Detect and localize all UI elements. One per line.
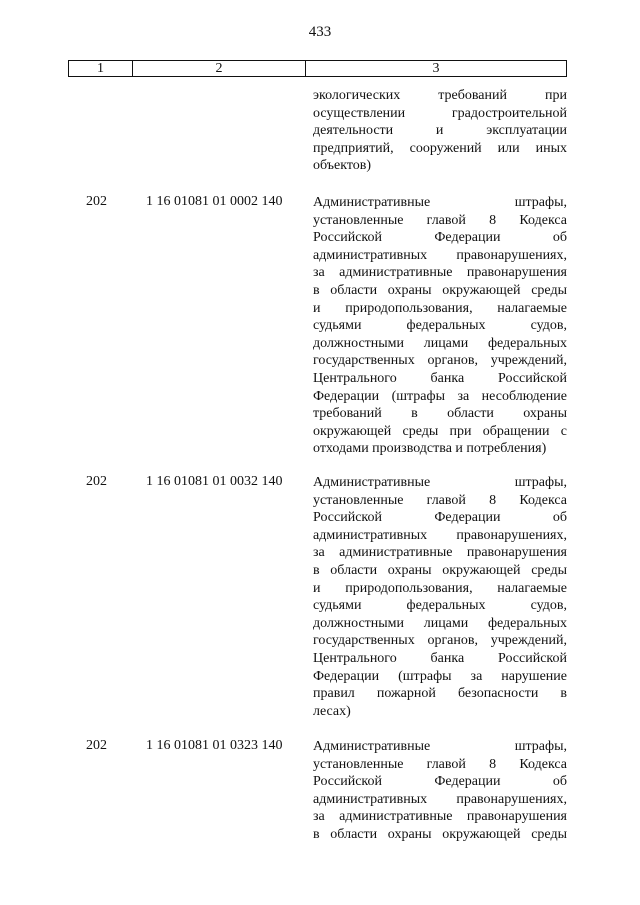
column-header-2: 2 [133,61,306,77]
text-line: правил пожарной безопасности в [313,686,567,702]
text-line: окружающей среды при обращении с [313,423,567,439]
text-line: должностными лицами федеральных [313,615,567,631]
text-line: судьями федеральных судов, [313,598,567,614]
text-line: установленные главой 8 Кодекса [313,756,567,772]
text-line: государственных органов, учреждений, [313,353,567,369]
text-line: объектов) [313,158,372,174]
text-line: за административные правонарушения [313,265,567,281]
text-line: административных правонарушениях, [313,527,567,543]
income-description [313,738,567,844]
text-line: Российской Федерации об [313,774,567,790]
text-line: осуществлении градостроительной [313,105,567,121]
text-line: государственных органов, учреждений, [313,633,567,649]
text-line: административных правонарушениях, [313,791,567,807]
text-line: установленные главой 8 Кодекса [313,492,567,508]
text-line: административных правонарушениях, [313,247,567,263]
text-line: и природопользования, налагаемые [313,300,567,316]
admin-code: 202 [86,738,107,753]
text-line: экологических требований при [313,88,567,103]
text-line: и природопользования, налагаемые [313,580,567,596]
text-line: судьями федеральных судов, [313,318,567,334]
text-line: Административные штрафы, [313,195,567,210]
text-line: должностными лицами федеральных [313,335,567,351]
text-line: Российской Федерации об [313,230,567,246]
admin-code: 202 [86,194,107,209]
text-line: Федерации (штрафы за нарушение [313,668,567,684]
text-line: требований в области охраны [313,406,567,422]
continuation-text [313,87,567,175]
kbk-code: 1 16 01081 01 0032 140 [146,474,283,489]
text-line: Центрального банка Российской [313,650,567,666]
text-line: за административные правонарушения [313,809,567,825]
page-number: 433 [308,24,332,40]
income-description [313,474,567,720]
text-line: отходами производства и потребления) [313,441,547,457]
text-line: предприятий, сооружений или иных [313,140,567,156]
column-header-1: 1 [69,61,133,77]
text-line: лесах) [313,703,351,719]
kbk-code: 1 16 01081 01 0002 140 [146,194,283,209]
column-header-table [68,60,567,77]
text-line: за административные правонарушения [313,545,567,561]
text-line: в области охраны окружающей среды [313,562,567,578]
text-line: Административные штрафы, [313,739,567,754]
text-line: Федерации (штрафы за несоблюдение [313,388,567,404]
text-line: Центрального банка Российской [313,370,567,386]
column-header-3: 3 [306,61,567,77]
text-line: Административные штрафы, [313,475,567,490]
income-description [313,194,567,458]
text-line: в области охраны окружающей среды [313,826,567,842]
text-line: Российской Федерации об [313,510,567,526]
text-line: в области охраны окружающей среды [313,282,567,298]
admin-code: 202 [86,474,107,489]
text-line: установленные главой 8 Кодекса [313,212,567,228]
kbk-code: 1 16 01081 01 0323 140 [146,738,283,753]
text-line: деятельности и эксплуатации [313,123,567,139]
